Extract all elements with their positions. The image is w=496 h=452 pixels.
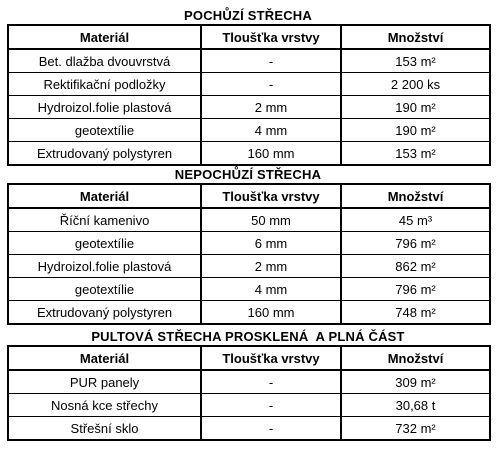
cell-material: Střešní sklo	[8, 417, 201, 441]
materials-table	[7, 345, 491, 441]
cell-quantity: 732 m²	[341, 417, 490, 441]
cell-material: Extrudovaný polystyren	[8, 142, 201, 166]
header-thickness: Tloušťka vrstvy	[201, 184, 341, 208]
cell-thickness: 50 mm	[201, 208, 341, 232]
cell-thickness: -	[201, 370, 341, 394]
table-row	[8, 208, 490, 232]
cell-quantity: 862 m²	[341, 255, 490, 278]
table-row	[8, 119, 490, 142]
header-thickness: Tloušťka vrstvy	[201, 25, 341, 49]
cell-thickness: -	[201, 394, 341, 417]
table-row	[8, 370, 490, 394]
cell-quantity: 309 m²	[341, 370, 490, 394]
cell-quantity: 153 m²	[341, 49, 490, 73]
header-material: Materiál	[8, 25, 201, 49]
header-quantity: Množství	[341, 184, 490, 208]
section-title: POCHŮZÍ STŘECHA	[184, 8, 312, 23]
cell-thickness: 4 mm	[201, 278, 341, 301]
section-pultova-strecha	[7, 329, 489, 441]
table-row	[8, 232, 490, 255]
cell-material: PUR panely	[8, 370, 201, 394]
cell-material: geotextílie	[8, 119, 201, 142]
cell-material: geotextílie	[8, 278, 201, 301]
table-row	[8, 301, 490, 325]
section-title: NEPOCHŮZÍ STŘECHA	[174, 167, 322, 182]
cell-quantity: 748 m²	[341, 301, 490, 325]
cell-quantity: 2 200 ks	[341, 73, 490, 96]
cell-quantity: 30,68 t	[341, 394, 490, 417]
cell-material: Extrudovaný polystyren	[8, 301, 201, 325]
materials-table	[7, 24, 491, 166]
materials-table	[7, 183, 491, 325]
section-pochuzi-strecha	[7, 8, 489, 166]
cell-thickness: -	[201, 73, 341, 96]
cell-thickness: 4 mm	[201, 119, 341, 142]
cell-material: geotextílie	[8, 232, 201, 255]
table-row	[8, 417, 490, 441]
header-quantity: Množství	[341, 346, 490, 370]
header-material: Materiál	[8, 184, 201, 208]
cell-quantity: 153 m²	[341, 142, 490, 166]
cell-material: Rektifikační podložky	[8, 73, 201, 96]
table-row	[8, 255, 490, 278]
cell-thickness: -	[201, 417, 341, 441]
header-quantity: Množství	[341, 25, 490, 49]
table-header-row	[8, 184, 490, 208]
cell-quantity: 796 m²	[341, 278, 490, 301]
cell-thickness: 2 mm	[201, 255, 341, 278]
table-header-row	[8, 346, 490, 370]
cell-quantity: 190 m²	[341, 96, 490, 119]
section-nepochuzi-strecha	[7, 167, 489, 325]
cell-material: Hydroizol.folie plastová	[8, 96, 201, 119]
cell-thickness: 160 mm	[201, 301, 341, 325]
table-header-row	[8, 25, 490, 49]
table-row	[8, 278, 490, 301]
table-row	[8, 73, 490, 96]
cell-quantity: 190 m²	[341, 119, 490, 142]
table-row	[8, 142, 490, 166]
cell-quantity: 796 m²	[341, 232, 490, 255]
cell-thickness: 6 mm	[201, 232, 341, 255]
cell-thickness: -	[201, 49, 341, 73]
header-material: Materiál	[8, 346, 201, 370]
cell-thickness: 2 mm	[201, 96, 341, 119]
section-title: PULTOVÁ STŘECHA PROSKLENÁ A PLNÁ ČÁST	[91, 329, 405, 344]
table-row	[8, 96, 490, 119]
table-row	[8, 49, 490, 73]
cell-material: Nosná kce střechy	[8, 394, 201, 417]
header-thickness: Tloušťka vrstvy	[201, 346, 341, 370]
cell-material: Hydroizol.folie plastová	[8, 255, 201, 278]
cell-quantity: 45 m³	[341, 208, 490, 232]
cell-material: Bet. dlažba dvouvrstvá	[8, 49, 201, 73]
table-row	[8, 394, 490, 417]
cell-material: Říční kamenivo	[8, 208, 201, 232]
cell-thickness: 160 mm	[201, 142, 341, 166]
